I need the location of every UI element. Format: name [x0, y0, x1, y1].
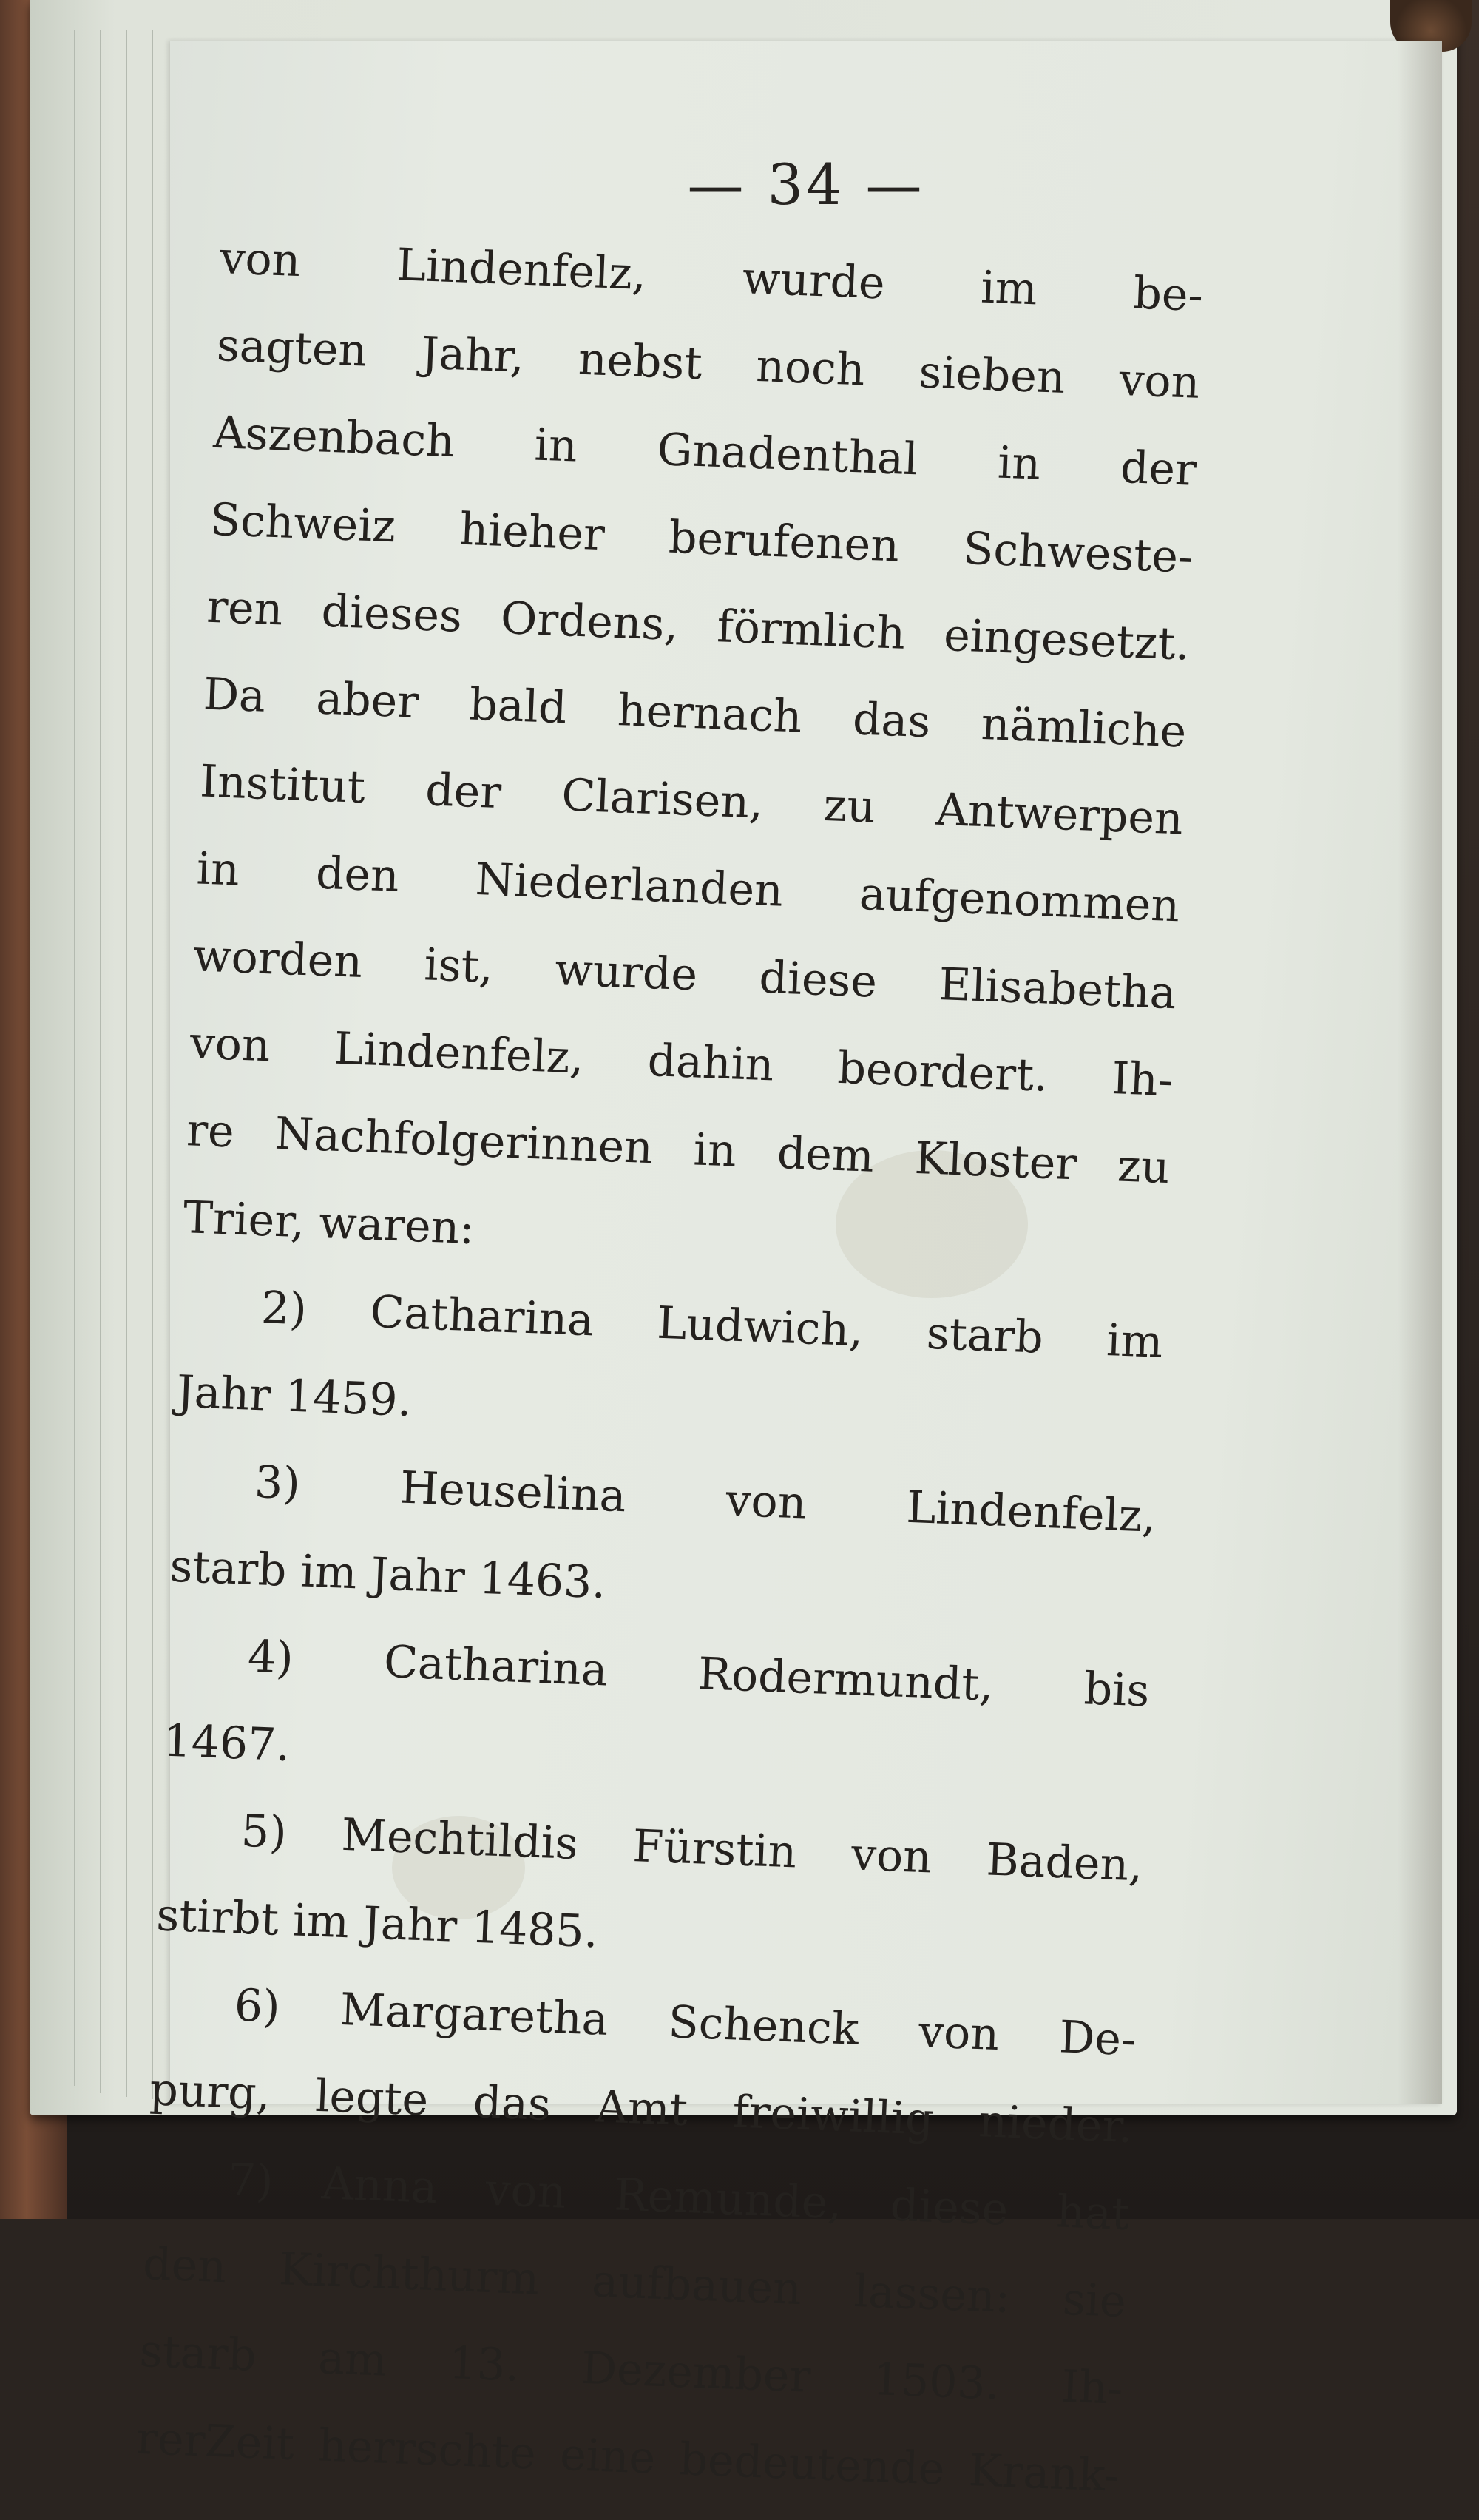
text-line: von Lindenfelz, dahin beordert. Ih-	[189, 1017, 1174, 1107]
text-line: rerZeit herrschte eine bedeutende Krank-	[135, 2412, 1120, 2502]
page-edge-line	[100, 30, 101, 2093]
text-line: Jahr 1459.	[175, 1365, 413, 1428]
text-line: 5) Mechtildis Fürstin von Baden,	[240, 1805, 1144, 1892]
text-line: 7) Anna von Remunde, diese hat	[226, 2154, 1131, 2241]
page-number: — 34 —	[687, 152, 925, 217]
text-line: 4) Catharina Rodermundt, bis	[246, 1630, 1151, 1717]
page-edge-line	[74, 30, 75, 2086]
text-line: Da aber bald hernach das nämliche	[202, 668, 1188, 758]
text-line: worden ist, wurde diese Elisabetha	[192, 930, 1177, 1020]
text-line: purg, legte das Amt freiwillig nieder.	[149, 2064, 1134, 2154]
text-line: 2) Catharina Ludwich, starb im	[260, 1282, 1164, 1368]
text-line: in den Niederlanden aufgenommen	[195, 842, 1181, 933]
text-line: starb am 13. Dezember 1503. Ih-	[138, 2325, 1124, 2415]
text-line: sagten Jahr, nebst noch sieben von	[215, 319, 1201, 409]
text-line: stirbt im Jahr 1485.	[155, 1889, 600, 1959]
text-line: starb im Jahr 1463.	[169, 1540, 607, 1609]
page-text	[135, 214, 1205, 2520]
text-line: von Lindenfelz, wurde im be-	[219, 232, 1205, 322]
text-line: 1467.	[162, 1715, 291, 1772]
page-edge-line	[152, 30, 153, 2099]
text-line: Trier, waren:	[182, 1192, 475, 1255]
text-line: ren dieses Ordens, förmlich eingesetzt.	[206, 581, 1191, 671]
text-line: Aszenbach in Gnadenthal in der	[212, 406, 1198, 496]
text-line: Schweiz hieher berufenen Schweste-	[209, 493, 1194, 584]
text-line: Institut der Clarisen, zu Antwerpen	[199, 755, 1184, 845]
text-line: 6) Margaretha Schenck von De-	[233, 1979, 1137, 2067]
page-edge-line	[126, 30, 127, 2097]
text-line: re Nachfolgerinnen in dem Kloster zu	[186, 1104, 1171, 1195]
text-line: 3) Heuselina von Lindenfelz,	[253, 1456, 1157, 1543]
spine-shadow	[1398, 41, 1442, 2104]
text-line: den Kirchthurm aufbauen lassen: sie	[142, 2237, 1127, 2328]
